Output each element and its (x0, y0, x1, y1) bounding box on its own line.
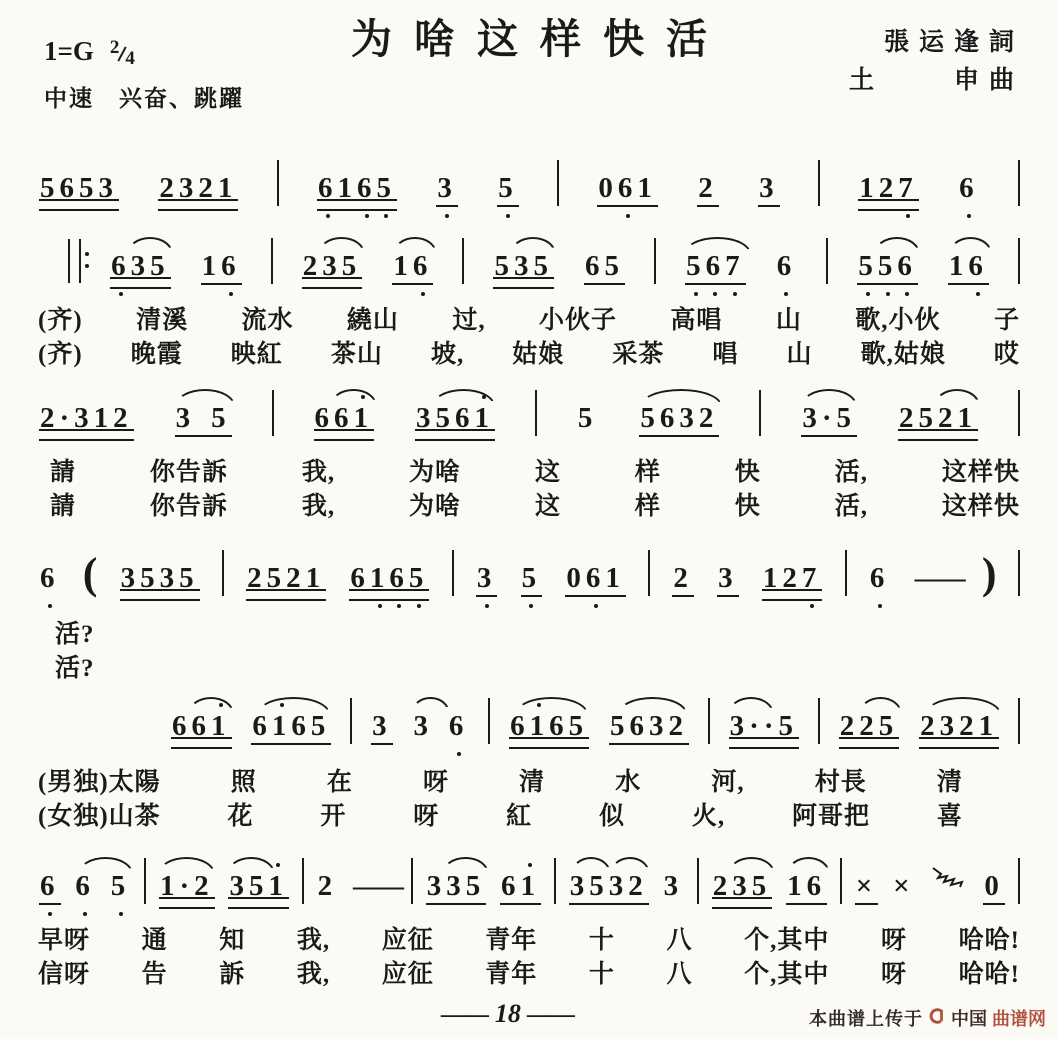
barline (554, 858, 556, 904)
lyric-row (38, 334, 1020, 368)
lyric-segment: 映紅 (230, 341, 283, 368)
note-group: 2·312 (38, 388, 135, 442)
note-group: 3 5 (174, 388, 233, 442)
note-group: 5 (496, 158, 520, 212)
repeat-sign (68, 239, 81, 283)
barline (1018, 858, 1020, 904)
note-group: 127 (761, 548, 824, 602)
note-group: 6 5 (73, 856, 132, 910)
lyric-row (55, 648, 1020, 682)
note-group: 6 (38, 856, 62, 910)
note-group: 3 (435, 158, 459, 212)
lyric-segment: 清溪 (136, 307, 189, 334)
barline (826, 238, 828, 284)
page-dash-right: —— (526, 1002, 575, 1028)
note-group: 5 (577, 402, 598, 434)
note-group: 6165 (508, 696, 590, 750)
note-group: —— (914, 562, 959, 594)
glissando-line (929, 865, 971, 896)
note-group: 1·2 (158, 856, 216, 910)
barline (462, 238, 464, 284)
barline (1018, 160, 1020, 206)
lyric-segment: 青年 (485, 927, 538, 954)
lyric-segment: 我, (296, 961, 331, 988)
credits (849, 24, 1024, 99)
note-group: 3 (663, 870, 684, 902)
barline (648, 550, 650, 596)
parenthesis: ) (981, 549, 997, 598)
lyric-segment: 呀 (880, 927, 907, 954)
key-time-signature (44, 36, 135, 70)
lyric-segment: 照 (230, 769, 257, 796)
watermark-site-name2: 曲谱网 (992, 1009, 1046, 1029)
lyric-segment: 姑娘 (512, 341, 565, 368)
lyric-segment: 呀 (423, 769, 450, 796)
page-number-value: 18 (494, 999, 521, 1028)
lyric-segment: 样 (634, 493, 661, 520)
music-line (0, 540, 1058, 602)
lyric-segment: 过, (452, 307, 486, 334)
note-group: 16 (391, 236, 434, 290)
barline (557, 160, 559, 206)
lyric-segment: 坡, (430, 341, 465, 368)
music-line (0, 848, 1058, 910)
barline (708, 698, 710, 744)
lyric-segment: 子 (993, 307, 1020, 334)
barline (818, 698, 820, 744)
lyric-row (38, 920, 1020, 954)
note-group: 6 (40, 562, 60, 594)
lyric-segment: 水 (615, 769, 642, 796)
lyric-segment: 清 (936, 769, 963, 796)
lyrics-block (0, 920, 1058, 988)
lyric-segment: 唱 (712, 341, 739, 368)
lyric-segment: 哎 (993, 341, 1020, 368)
lyrics-block (0, 300, 1058, 368)
lyrics-block (0, 762, 1058, 830)
note-group: 535 (492, 236, 555, 290)
header (0, 0, 1058, 120)
key-signature: 1=G (44, 36, 94, 66)
barline (271, 238, 273, 284)
barline (759, 390, 761, 436)
time-signature (110, 36, 135, 70)
lyric-segment: 繞山 (346, 307, 399, 334)
lyric-segment: 八 (666, 927, 693, 954)
lyric-segment: 开 (320, 803, 347, 830)
lyrics-block (0, 452, 1058, 520)
lyric-segment: 这 (534, 459, 561, 486)
barline (411, 858, 413, 904)
barline (488, 698, 490, 744)
page-number (441, 999, 575, 1029)
barline (302, 858, 304, 904)
lyric-segment: 十 (588, 961, 615, 988)
note-group: 0 (982, 856, 1006, 910)
lyric-segment: 我, (296, 927, 331, 954)
lyricist-credit: 張运逢詞 (883, 29, 1024, 56)
note-group: 556 (856, 236, 919, 290)
barline (845, 550, 847, 596)
note-group: 6165 (316, 158, 398, 212)
barline (654, 238, 656, 284)
note-group: 5632 (608, 696, 690, 750)
lyric-segment: 采茶 (612, 341, 665, 368)
note-group: 6 (776, 250, 797, 282)
note-group: 2 (696, 158, 720, 212)
time-signature-numerator: 2 (109, 37, 120, 58)
note-group: 6165 (348, 548, 430, 602)
time-signature-denominator: 4 (125, 48, 135, 69)
lyric-segment: 呀 (413, 803, 440, 830)
lyric-segment: 你告訴 (149, 459, 228, 486)
lyric-segment: (齐) (38, 341, 83, 368)
lyric-segment: 个,其中 (744, 961, 830, 988)
barline (277, 160, 279, 206)
song-title: 为啥这样快活 (351, 16, 729, 62)
lyric-segment: 为啥 (409, 459, 462, 486)
tempo-marking: 中速 兴奋、跳躍 (44, 86, 244, 111)
lyric-segment: 这样快 (941, 459, 1020, 486)
note-group: 61 (499, 856, 542, 910)
barline (840, 858, 842, 904)
footer (0, 997, 1058, 1039)
lyric-segment: 晚霞 (130, 341, 183, 368)
note-group: 6 (959, 172, 979, 204)
lyric-segment: 十 (588, 927, 615, 954)
lyric-segment: 告 (141, 961, 168, 988)
lyric-segment: 这样快 (941, 493, 1020, 520)
note-group: 3532 (568, 856, 650, 910)
lyric-segment: 呀 (880, 961, 907, 988)
lyric-segment: 請 (50, 459, 77, 486)
note-group: 3··5 (728, 696, 800, 750)
lyric-row (50, 452, 1020, 486)
barline (535, 390, 537, 436)
note-group: 3535 (119, 548, 201, 602)
note-group: 235 (711, 856, 774, 910)
lyric-segment: 訴 (219, 961, 246, 988)
note-group: 5632 (638, 388, 720, 442)
lyric-segment: 活, (834, 493, 868, 520)
lyric-segment: (女独)山茶 (38, 803, 161, 830)
note-group: 65 (583, 236, 626, 290)
lyric-segment: 活? (55, 655, 95, 682)
lyric-segment: 高唱 (670, 307, 723, 334)
note-group: 2 (671, 548, 695, 602)
lyric-segment: 紅 (506, 803, 533, 830)
lyric-segment: 請 (50, 493, 77, 520)
lyric-row (50, 486, 1020, 520)
barline (697, 858, 699, 904)
lyrics-block (0, 614, 1058, 682)
lyric-row (38, 796, 963, 830)
watermark-text: 本曲谱上传于 (809, 1009, 923, 1029)
lyric-segment: 阿哥把 (792, 803, 871, 830)
note-group: 061 (596, 158, 659, 212)
note-group: × (854, 856, 880, 910)
lyric-segment: 个,其中 (744, 927, 830, 954)
lyric-segment: 歌,姑娘 (860, 341, 946, 368)
lyric-segment: 在 (326, 769, 353, 796)
lyric-segment: 信呀 (38, 961, 91, 988)
note-group: —— (353, 870, 398, 902)
lyric-segment: 活? (55, 621, 95, 648)
composer-credit: 土 申曲 (848, 66, 1024, 94)
parenthesis: ( (82, 549, 98, 598)
lyric-segment: 山 (786, 341, 813, 368)
lyric-segment: 哈哈! (958, 927, 1020, 954)
lyric-segment: 为啥 (409, 493, 462, 520)
note-group: 3 (757, 158, 781, 212)
note-group: 3 (475, 548, 499, 602)
lyric-segment: 哈哈! (958, 961, 1020, 988)
note-group: 5 (520, 548, 544, 602)
barline (1018, 698, 1020, 744)
lyric-segment: 活, (834, 459, 868, 486)
lyric-segment: 花 (227, 803, 254, 830)
lyric-segment: 八 (666, 961, 693, 988)
lyric-segment: 知 (219, 927, 246, 954)
note-group: 661 (170, 696, 233, 750)
note-group: 16 (785, 856, 828, 910)
note-group: 661 (313, 388, 376, 442)
music-site-logo-icon (928, 1007, 946, 1030)
music-line (0, 150, 1058, 212)
barline (1018, 390, 1020, 436)
note-group: 16 (947, 236, 990, 290)
barline (144, 858, 146, 904)
lyric-row (55, 614, 1020, 648)
note-group: 2521 (897, 388, 979, 442)
lyric-segment: 火, (691, 803, 726, 830)
lyric-segment: 应征 (381, 961, 434, 988)
lyric-segment: 河, (711, 769, 745, 796)
lyric-segment: (男独)太陽 (38, 769, 161, 796)
barline (818, 160, 820, 206)
barline (1018, 238, 1020, 284)
lyric-segment: 早呀 (38, 927, 91, 954)
lyric-segment: 我, (301, 493, 336, 520)
lyric-segment: 清 (519, 769, 546, 796)
note-group: 3561 (414, 388, 496, 442)
lyric-segment: 流水 (241, 307, 294, 334)
note-group: 5653 (38, 158, 120, 212)
barline (452, 550, 454, 596)
note-group: 2521 (245, 548, 327, 602)
page-dash-left: —— (440, 1002, 489, 1028)
barline (1018, 550, 1020, 596)
lyric-row (38, 300, 1020, 334)
note-group: 3·5 (800, 388, 858, 442)
note-group: 2321 (157, 158, 239, 212)
note-group: 16 (200, 236, 243, 290)
note-group: 6 (869, 562, 890, 594)
score-body (0, 150, 1058, 988)
lyric-segment: 这 (534, 493, 561, 520)
barline (222, 550, 224, 596)
lyric-segment: 我, (301, 459, 336, 486)
lyric-segment: 样 (634, 459, 661, 486)
lyric-segment: 喜 (936, 803, 963, 830)
note-group: 235 (301, 236, 364, 290)
barline (350, 698, 352, 744)
lyric-segment: 通 (141, 927, 168, 954)
lyric-segment: 快 (734, 493, 761, 520)
music-line (0, 228, 1058, 290)
note-group: 567 (684, 236, 747, 290)
lyric-segment: 快 (734, 459, 761, 486)
lyric-segment: 应征 (381, 927, 434, 954)
note-group: × (893, 870, 915, 902)
note-group: 3 6 (411, 696, 470, 750)
note-group: 335 (425, 856, 488, 910)
note-group: 2321 (918, 696, 1000, 750)
note-group: 3 (716, 548, 740, 602)
lyric-segment: 小伙子 (539, 307, 618, 334)
note-group: 2 (317, 870, 338, 902)
lyric-segment: 山 (775, 307, 802, 334)
watermark-site-name: 中国 (951, 1009, 987, 1029)
lyric-segment: 青年 (485, 961, 538, 988)
lyric-segment: (齐) (38, 307, 83, 334)
music-line (0, 688, 1058, 750)
note-group: 6165 (250, 696, 332, 750)
lyric-segment: 村長 (814, 769, 867, 796)
note-group: 3 (370, 696, 394, 750)
note-group: 635 (109, 236, 172, 290)
watermark (809, 1005, 1046, 1031)
note-group: 225 (838, 696, 901, 750)
lyric-segment: 你告訴 (149, 493, 228, 520)
barline (272, 390, 274, 436)
lyric-row (38, 762, 963, 796)
note-group: 061 (564, 548, 627, 602)
note-group: 351 (227, 856, 290, 910)
lyric-segment: 歌,小伙 (855, 307, 941, 334)
lyric-segment: 茶山 (330, 341, 383, 368)
lyric-row (38, 954, 1020, 988)
music-line (0, 380, 1058, 442)
note-group: 127 (857, 158, 920, 212)
lyric-segment: 似 (599, 803, 626, 830)
